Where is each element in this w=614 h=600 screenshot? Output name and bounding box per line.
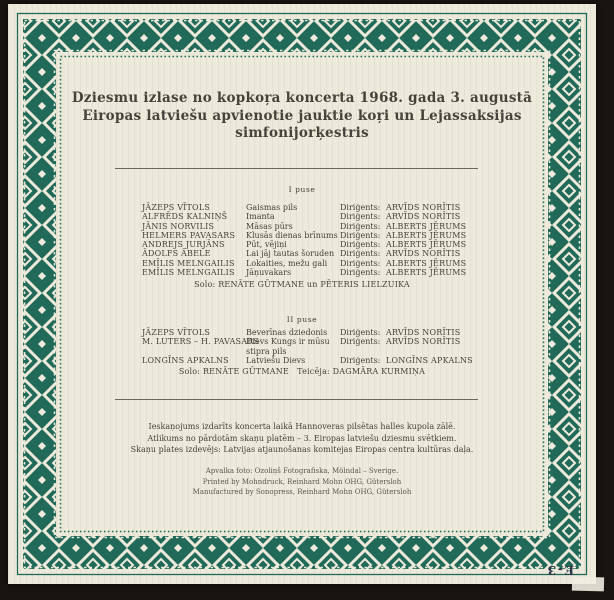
program-side-one — [142, 203, 472, 277]
credit-line: Apvalka foto: Ozoliņš Fotografiska, Mölndal – Sverige. — [205, 467, 399, 475]
recording-notes — [8, 421, 596, 456]
conductor-name: ALBERTS JĒRUMS — [386, 258, 467, 268]
program-row — [142, 337, 472, 356]
composer-name: LONGĪNS APKALNS — [142, 355, 229, 365]
recording-note-line: Atlikums no pārdotām skaņu platēm – 3. Eiropas latviešu dziesmu svētkiem. — [147, 433, 457, 443]
conductor-label: Diriģents: — [340, 230, 381, 240]
conductor-label: Diriģents: — [340, 249, 381, 259]
side-one-soloists: Solo: RENĀTE GŪTMANE un PĒTERIS LIELZUIKA — [194, 280, 410, 289]
conductor-label: Diriģents: — [340, 268, 381, 278]
album-title-line: Dziesmu izlase no kopkoŗa koncerta 1968. gada 3. augustā — [71, 90, 533, 106]
work-title: Pūt, vējiņi — [246, 240, 287, 250]
divider-rule-top — [115, 168, 478, 169]
conductor-label: Diriģents: — [340, 240, 381, 250]
composer-name: EMĪLIS MELNGAILIS — [142, 268, 235, 278]
composer-name: ĀDOLFS ĀBELE — [142, 249, 211, 259]
side-two-soloists: Solo: RENĀTE GŪTMANE Teicēja: DAGMĀRA KURMIŅA — [178, 367, 426, 376]
production-credits — [8, 466, 596, 498]
program-row — [142, 259, 472, 268]
conductor-label: Diriģents: — [340, 203, 381, 212]
album-title-line: Eiropas latviešu apvienotie jauktie koŗi un Lejassaksijas — [82, 107, 522, 124]
program-row — [142, 356, 472, 365]
work-title: Gaismas pils — [246, 203, 298, 212]
program-row — [142, 212, 472, 221]
conductor-name: ALBERTS JĒRUMS — [386, 221, 467, 231]
program-row — [142, 249, 472, 258]
composer-name: EMĪLIS MELNGAILIS — [142, 258, 235, 268]
work-title: Imanta — [246, 212, 275, 222]
program-row — [142, 231, 472, 240]
border-band-bottom — [23, 536, 581, 569]
conductor-label: Diriģents: — [340, 337, 381, 347]
program-row — [142, 268, 472, 277]
work-title: Dievs Kungs ir mūsu stipra pils — [246, 337, 330, 356]
work-title: Jāņuvakars — [246, 268, 292, 278]
work-title: Māsas pūrs — [246, 221, 293, 231]
conductor-name: ALBERTS JĒRUMS — [386, 268, 467, 278]
recording-note-line: Skaņu plates izdevējs: Latvijas atjaunošanas komitejas Eiropas centra kultūras daļa. — [130, 445, 474, 454]
composer-name: ALFRĒDS KALNIŅŠ — [142, 212, 228, 222]
record-sleeve-paper — [8, 4, 596, 584]
composer-name: JĀZEPS VĪTOLS — [142, 203, 211, 212]
divider-rule-bottom — [115, 399, 478, 400]
composer-name: ANDREJS JURJĀNS — [142, 240, 225, 250]
conductor-name: ARVĪDS NORĪTIS — [386, 212, 461, 222]
conductor-name: ARVĪDS NORĪTIS — [386, 203, 461, 212]
border-band-top — [23, 19, 581, 52]
program-side-two — [142, 328, 472, 365]
conductor-name: ARVĪDS NORĪTIS — [386, 337, 461, 347]
conductor-label: Diriģents: — [340, 221, 381, 231]
credit-line: Printed by Mohndruck, Reinhard Mohn OHG, Gütersloh — [202, 477, 402, 486]
composer-name: JĀNIS NORVILIS — [142, 221, 215, 231]
work-title: Lai jāj tautas šoruden — [246, 249, 335, 259]
conductor-name: ARVĪDS NORĪTIS — [386, 328, 461, 337]
corner-sticker — [572, 577, 604, 592]
credit-line: Manufactured by Sonopress, Reinhard Mohn OHG, Gütersloh — [192, 488, 412, 496]
program-row — [142, 222, 472, 231]
composer-name: HELMERS PAVASARS — [142, 230, 236, 240]
album-title-line: simfonijorķestris — [235, 125, 369, 141]
album-title — [8, 90, 596, 143]
conductor-name: LONGĪNS APKALNS — [386, 355, 473, 365]
recording-note-line: Ieskaņojums izdarīts koncerta laikā Hannoveras pilsētas halles kupola zālē. — [148, 422, 456, 431]
conductor-label: Diriģents: — [340, 212, 381, 222]
program-row — [142, 203, 472, 212]
conductor-label: Diriģents: — [340, 328, 381, 337]
conductor-name: ALBERTS JĒRUMS — [386, 230, 467, 240]
program-row — [142, 240, 472, 249]
work-title: Lokaities, mežu gali — [246, 258, 328, 268]
work-title: Klusās dienas brīnums — [246, 230, 338, 240]
conductor-name: ALBERTS JĒRUMS — [386, 240, 467, 250]
program-row — [142, 328, 472, 337]
work-title: Beverīnas dziedonis — [246, 328, 328, 337]
conductor-name: ARVĪDS NORĪTIS — [386, 249, 461, 259]
work-title: Latviešu Dievs — [246, 355, 306, 365]
conductor-label: Diriģents: — [340, 258, 381, 268]
side-one-heading: I puse — [288, 185, 316, 194]
composer-name: JĀZEPS VĪTOLS — [142, 328, 211, 337]
side-two-heading: II puse — [286, 315, 318, 324]
corner-label: E-3 — [546, 563, 575, 578]
conductor-label: Diriģents: — [340, 355, 381, 365]
composer-name: M. LUTERS – H. PAVASARS — [142, 337, 260, 347]
